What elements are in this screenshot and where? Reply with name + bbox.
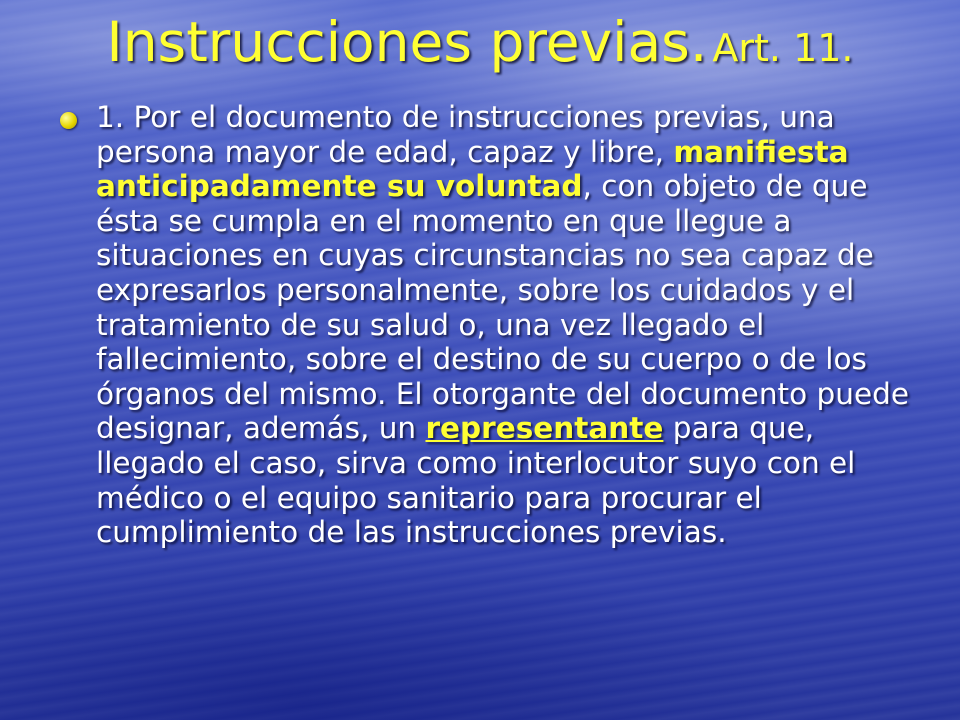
bullet-paragraph [96, 100, 920, 550]
bullet-dot-icon [60, 112, 77, 129]
title-main: Instrucciones previas. [106, 10, 708, 74]
paragraph-text-3: para que, llegado el caso, sirva como interlocutor suyo con el médico o el equipo sanitario para procurar el cumplimiento de las instrucciones previas. [96, 411, 856, 550]
highlight-representante: representante [425, 411, 664, 446]
slide-content [60, 100, 920, 550]
paragraph-text-2: , con objeto de que ésta se cumpla en el momento en que llegue a situaciones en cuyas circunstancias no sea capaz de expresarlos personalmente, sobre los cuidados y el tratamiento de su salud o, una vez llegado el fallecimiento, sobre el destino de su cuerpo o de los órganos del mismo. El otorgante del documento puede designar, además, un [96, 169, 909, 446]
bullet-item [60, 100, 920, 550]
title-article: Art. 11. [712, 26, 854, 70]
slide-title [0, 10, 960, 74]
highlight-voluntad: manifiesta anticipadamente su voluntad [96, 134, 849, 204]
paragraph-text-1: 1. Por el documento de instrucciones previas, una persona mayor de edad, capaz y libre, [96, 100, 835, 169]
